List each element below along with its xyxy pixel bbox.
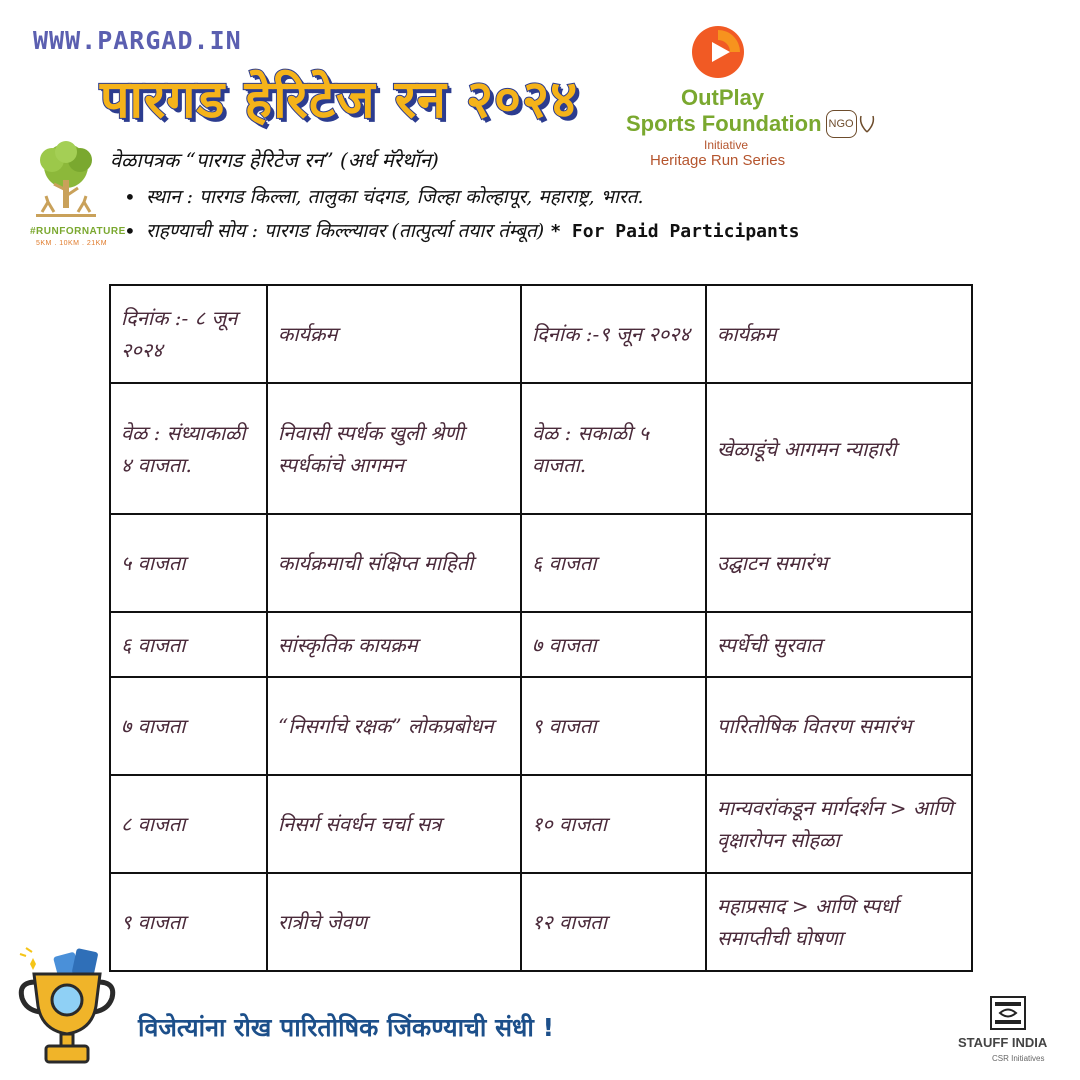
website-url: WWW.PARGAD.IN xyxy=(33,26,242,55)
schedule-table xyxy=(109,284,973,972)
event-title: पारगड हेरिटेज रन २०२४ xyxy=(100,70,579,130)
table-row xyxy=(110,677,972,775)
prize-banner: विजेत्यांना रोख पारितोषिक जिंकण्याची संधी ! xyxy=(138,1013,554,1042)
table-cell: ६ वाजता xyxy=(110,612,267,677)
table-cell: ७ वाजता xyxy=(110,677,267,775)
table-cell: स्पर्धेची सुरवात xyxy=(706,612,972,677)
table-cell: १० वाजता xyxy=(521,775,706,873)
sponsor-name-text: Sports Foundation xyxy=(626,111,822,136)
table-cell: ९ वाजता xyxy=(521,677,706,775)
ngo-badge: NGO xyxy=(826,110,857,138)
info-list xyxy=(122,180,800,249)
table-cell: ८ वाजता xyxy=(110,775,267,873)
table-row xyxy=(110,873,972,971)
schedule-heading: वेळापत्रक “पारगड हेरिटेज रन” (अर्ध मॅरेथॉन) xyxy=(110,148,439,172)
table-row xyxy=(110,514,972,612)
run-hashtag: #RUNFORNATURE xyxy=(30,226,126,237)
sponsor-name-line2 xyxy=(626,110,876,138)
sponsor-name-line1: OutPlay xyxy=(681,85,765,110)
play-logo-icon xyxy=(690,24,746,80)
sponsor-block xyxy=(626,86,876,170)
table-cell: “निसर्गाचे रक्षक” लोकप्रबोधन xyxy=(267,677,521,775)
table-cell: निवासी स्पर्धक खुली श्रेणी स्पर्धकांचे आगमन xyxy=(267,383,521,514)
table-cell: वेळ : संध्याकाळी ४ वाजता. xyxy=(110,383,267,514)
table-cell: वेळ : सकाळी ५ वाजता. xyxy=(521,383,706,514)
table-cell: ५ वाजता xyxy=(110,514,267,612)
laurel-icon xyxy=(858,114,876,134)
table-cell: कार्यक्रम xyxy=(267,285,521,383)
table-cell: उद्घाटन समारंभ xyxy=(706,514,972,612)
table-cell: दिनांक :- ८ जून २०२४ xyxy=(110,285,267,383)
table-cell: महाप्रसाद > आणि स्पर्धा समाप्तीची घोषणा xyxy=(706,873,972,971)
stay-item xyxy=(122,214,800,249)
table-cell: कार्यक्रम xyxy=(706,285,972,383)
table-cell: ९ वाजता xyxy=(110,873,267,971)
sponsor-series: Heritage Run Series xyxy=(650,152,786,169)
table-row xyxy=(110,285,972,383)
stauff-tagline: CSR Initiatives xyxy=(992,1054,1045,1063)
stauff-logo-icon xyxy=(990,996,1026,1030)
table-row xyxy=(110,383,972,514)
sponsor-initiative: Initiative xyxy=(704,138,749,152)
location-item xyxy=(122,180,800,214)
table-cell: सांस्कृतिक कायक्रम xyxy=(267,612,521,677)
table-row xyxy=(110,775,972,873)
table-cell: निसर्ग संवर्धन चर्चा सत्र xyxy=(267,775,521,873)
table-cell: कार्यक्रमाची संक्षिप्त माहिती xyxy=(267,514,521,612)
location-text: स्थान : पारगड किल्ला, तालुका चंदगड, जिल्हा कोल्हापूर, महाराष्ट्र, भारत. xyxy=(146,186,644,208)
table-cell: खेळाडूंचे आगमन न्याहारी xyxy=(706,383,972,514)
table-row xyxy=(110,612,972,677)
table-cell: ७ वाजता xyxy=(521,612,706,677)
table-cell: पारितोषिक वितरण समारंभ xyxy=(706,677,972,775)
stauff-name: STAUFF INDIA xyxy=(958,1035,1048,1050)
table-cell: दिनांक :-९ जून २०२४ xyxy=(521,285,706,383)
table-cell: ६ वाजता xyxy=(521,514,706,612)
stay-text: राहण्याची सोय : पारगड किल्ल्यावर (तात्पुर्त्या तयार तंम्बूत) xyxy=(146,220,545,242)
table-cell: रात्रीचे जेवण xyxy=(267,873,521,971)
table-cell: १२ वाजता xyxy=(521,873,706,971)
tree-runners-icon xyxy=(30,140,102,222)
table-cell: मान्यवरांकडून मार्गदर्शन > आणि वृक्षारोपन सोहळा xyxy=(706,775,972,873)
run-distances: 5KM . 10KM . 21KM xyxy=(36,240,108,247)
trophy-icon xyxy=(16,946,118,1068)
stay-note: * For Paid Participants xyxy=(550,221,800,242)
